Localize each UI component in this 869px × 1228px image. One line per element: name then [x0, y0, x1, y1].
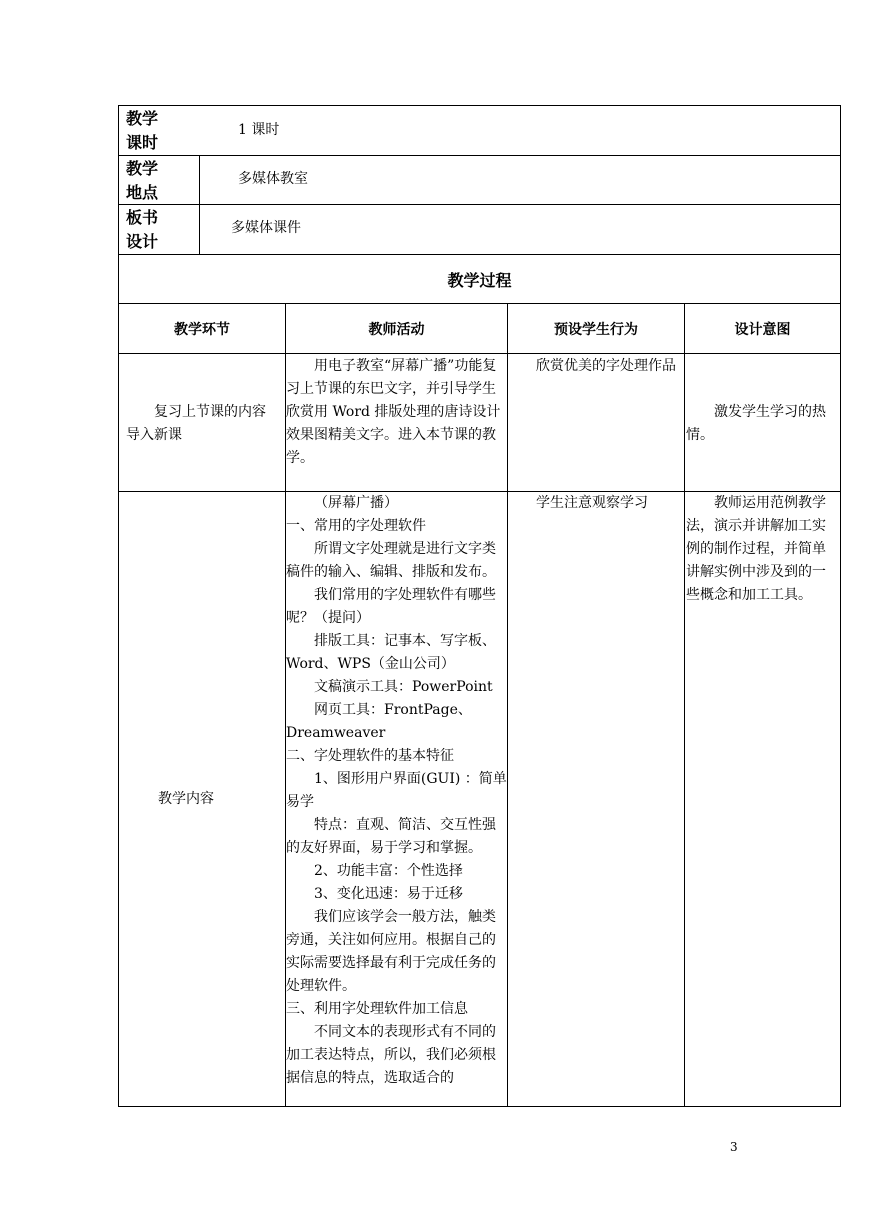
teacher-line: 3、变化迅速：易于迁移	[314, 886, 463, 902]
review-intent: 激发学生学习的热情。	[686, 404, 826, 443]
section-title: 教学过程	[447, 271, 512, 290]
header-student: 预设学生行为	[554, 322, 638, 338]
teacher-heading: 一、常用的字处理软件	[286, 518, 426, 534]
teacher-line: 我们应该学会一般方法，触类旁通，关注如何应用。根据自己的实际需要选择最有利于完成任务的处理软件。	[286, 909, 496, 994]
board-design-value: 多媒体课件	[231, 220, 301, 236]
board-design-label: 板书 设计	[126, 208, 159, 251]
header-stage: 教学环节	[174, 322, 230, 338]
teacher-line: 特点：直观、简洁、交互性强的友好界面，易于学习和掌握。	[286, 817, 496, 856]
content-student: 学生注意观察学习	[536, 495, 648, 511]
teacher-line: 所谓文字处理就是进行文字类稿件的输入、编辑、排版和发布。	[286, 541, 496, 580]
teacher-line: 网页工具：FrontPage、Dreamweaver	[286, 702, 472, 741]
review-student: 欣赏优美的字处理作品	[536, 358, 676, 374]
review-teacher: 用电子教室“屏幕广播”功能复习上节课的东巴文字，并引导学生欣赏用 Word 排版处理的唐诗设计效果图精美文字。进入本节课的教学。	[286, 358, 501, 466]
header-intent: 设计意图	[734, 322, 791, 338]
location-label: 教学 地点	[126, 159, 159, 202]
header-teacher: 教师活动	[368, 322, 425, 338]
teacher-line: 不同文本的表现形式有不同的加工表达特点，所以，我们必须根据信息的特点，选取适合的	[286, 1024, 496, 1086]
location-value: 多媒体教室	[238, 171, 308, 187]
content-teacher	[286, 492, 507, 1105]
content-stage: 教学内容	[158, 791, 214, 807]
teacher-line: 2、功能丰富：个性选择	[314, 863, 463, 879]
page-number: 3	[730, 1140, 738, 1154]
review-stage: 复习上节课的内容导入新课	[126, 404, 266, 443]
teacher-line: 1、图形用户界面(GUI) ：简单易学	[286, 771, 507, 810]
teacher-line: 文稿演示工具：PowerPoint	[314, 679, 493, 695]
teacher-heading: 三、利用字处理软件加工信息	[286, 1001, 468, 1017]
teacher-heading: 二、字处理软件的基本特征	[286, 748, 454, 764]
teacher-line: （屏幕广播）	[314, 495, 398, 511]
teacher-line: 我们常用的字处理软件有哪些呢？（提问）	[286, 587, 496, 626]
teacher-line: 排版工具：记事本、写字板、Word、WPS（金山公司）	[286, 633, 496, 672]
hours-label: 教学 课时	[126, 109, 159, 152]
hours-value: 1 课时	[238, 122, 280, 138]
content-intent: 教师运用范例教学法，演示并讲解加工实例的制作过程，并简单讲解实例中涉及到的一些概念和加工工具。	[686, 495, 826, 603]
